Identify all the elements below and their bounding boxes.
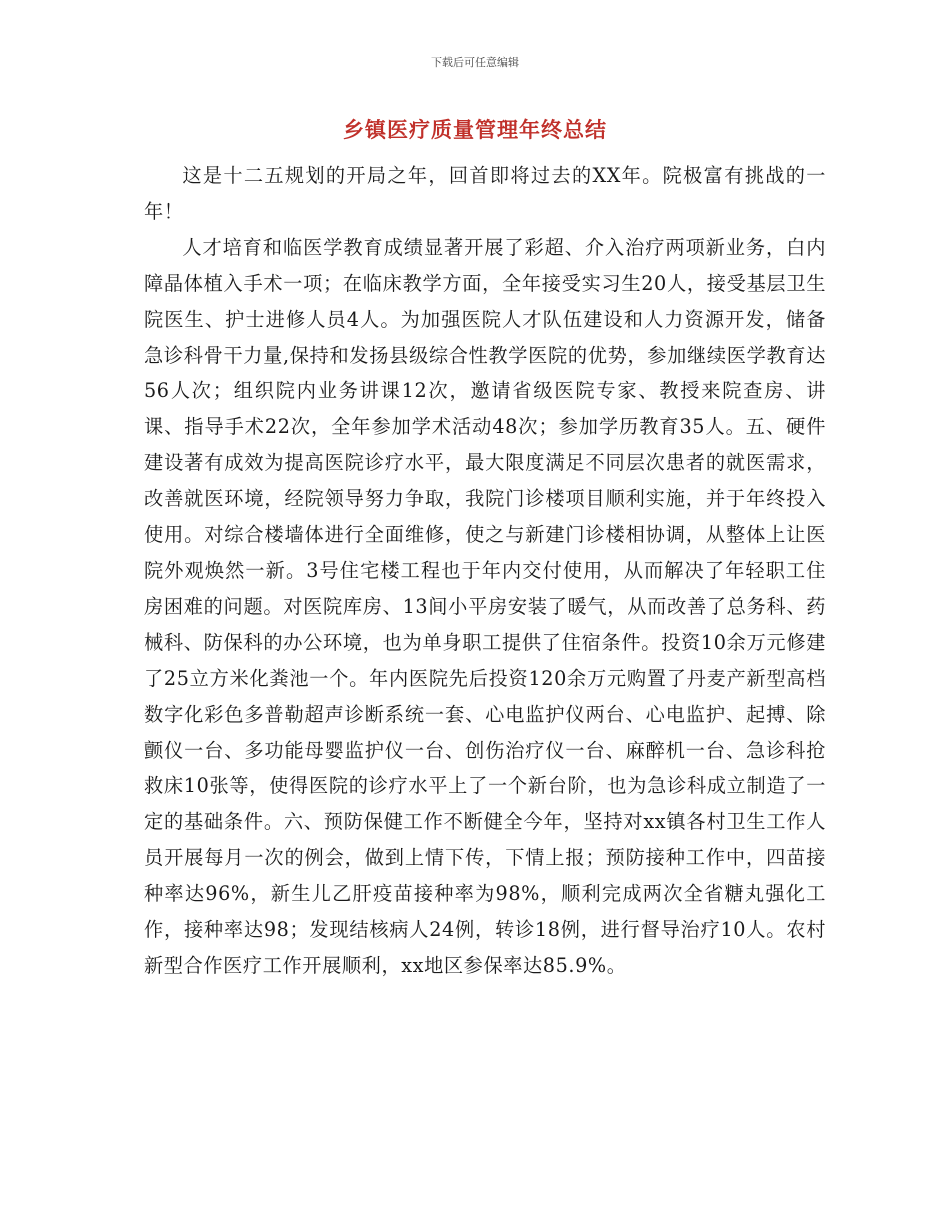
header-note: 下载后可任意编辑 (431, 56, 519, 69)
paragraph-main: 人才培育和临医学教育成绩显著开展了彩超、介入治疗两项新业务，白内障晶体植入手术一项；在临床教学方面，全年接受实习生20人，接受基层卫生院医生、护士进修人员4人。为加强医院人才队伍建设和人力资源开发，储备急诊科骨干力量,保持和发扬县级综合性教学医院的优势，参加继续医学教育达56人次；组织院内业务讲课12次，邀请省级医院专家、教授来院查房、讲课、指导手术22次，全年参加学术活动48次；参加学历教育35人。五、硬件建设著有成效为提高医院诊疗水平，最大限度满足不同层次患者的就医需求，改善就医环境，经院领导努力争取，我院门诊楼项目顺利实施，并于年终投入使用。对综合楼墙体进行全面维修，使之与新建门诊楼相协调，从整体上让医院外观焕然一新。3号住宅楼工程也于年内交付使用，从而解决了年轻职工住房困难的问题。对医院库房、13间小平房安装了暖气，从而改善了总务科、药械科、防保科的办公环境，也为单身职工提供了住宿条件。投资10余万元修建了25立方米化粪池一个。年内医院先后投资120余万元购置了丹麦产新型高档数字化彩色多普勒超声诊断系统一套、心电监护仪两台、心电监护、起搏、除颤仪一台、多功能母婴监护仪一台、创伤治疗仪一台、麻醉机一台、急诊科抢救床10张等，使得医院的诊疗水平上了一个新台阶，也为急诊科成立制造了一定的基础条件。六、预防保健工作不断健全今年，坚持对xx镇各村卫生工作人员开展每月一次的例会，做到上情下传，下情上报；预防接种工作中，四苗接种率达96%，新生儿乙肝疫苗接种率为98%，顺利完成两次全省糖丸强化工作，接种率达98；发现结核病人24例，转诊18例，进行督导治疗10人。农村新型合作医疗工作开展顺利，xx地区参保率达85.9%。 (144, 235, 826, 977)
document-body (144, 158, 826, 984)
paragraph-intro: 这是十二五规划的开局之年，回首即将过去的XX年。院极富有挑战的一年！ (144, 164, 826, 223)
document-title: 乡镇医疗质量管理年终总结 (343, 118, 607, 142)
